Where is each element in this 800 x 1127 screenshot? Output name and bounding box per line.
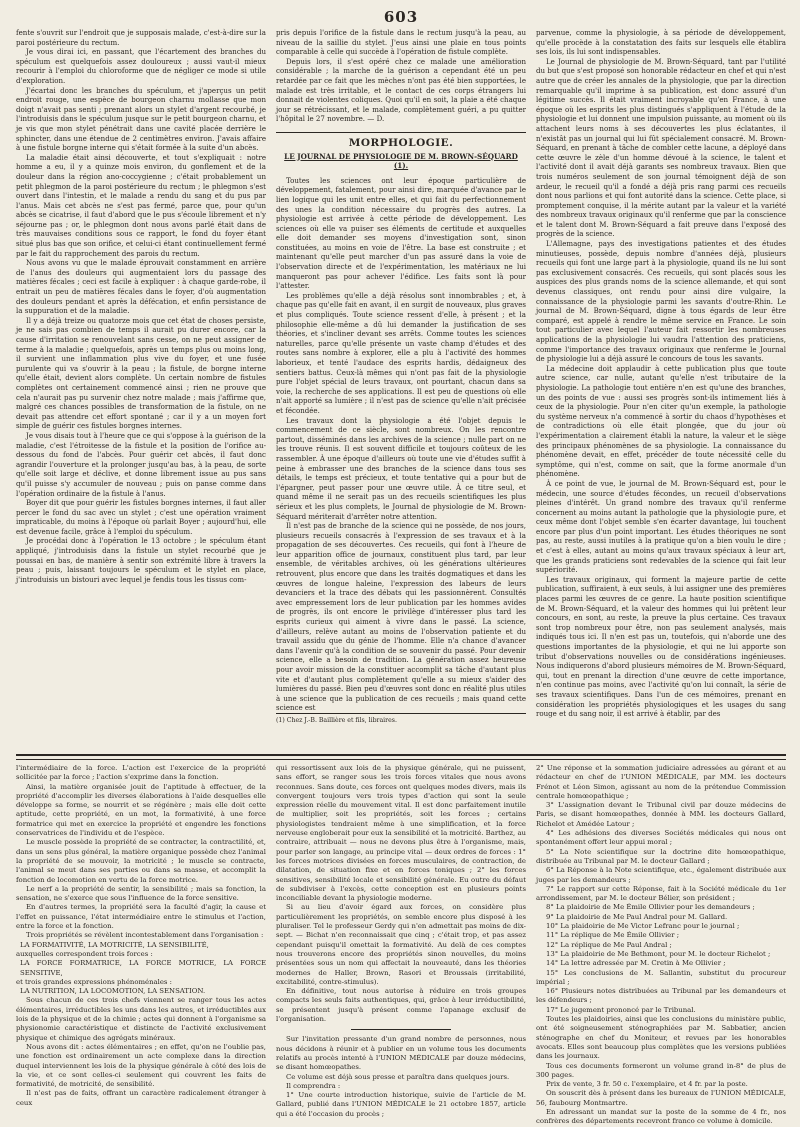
page-number: 603 xyxy=(383,8,419,26)
article-title: LE JOURNAL DE PHYSIOLOGIE DE M. BROWN-SÉQUARD (1). xyxy=(284,151,518,171)
paragraph: Je vous dirai ici, en passant, que l'écartement des branches du spéculum est quelquefois assez douloureux ; aussi vaut-il mieux recourir à l'emploi du chloroforme que de négliger ce mode si utile d'exploration. xyxy=(16,47,266,85)
section-divider-thin xyxy=(16,759,786,760)
paragraph: À ce point de vue, le journal de M. Brown-Séquard est, pour le médecin, une source d'études fécondes, un recueil d'observations pleines d'intérêt. Un grand nombre des travaux qu'il renferme concernent au moins autant la pathologie que la physiologie pure, et ceux même dont l'objet semble s'en écarter davantage, lui touchent encore par plus d'un point important. Les études théoriques ne sont pas, au reste, aussi inutiles à la pratique qu'on a bien voulu le dire ; et c'est à elles, autant au moins qu'aux travaux spéciaux à leur art, que les grands praticiens sont redevables de la science qui fait leur supériorité. xyxy=(536,478,786,575)
footnote: (1) Chez J.-B. Baillière et fils, libraires. xyxy=(276,713,526,726)
paragraph: Sous chacun de ces trois chefs viennent se ranger tous les actes élémentaires, irréductibles les uns dans les autres, et irréductibles aux lois de la physique et de la chimie ; actes qui donnent à l'organisme sa physionomie caractéristique et distincte de l'activité exclusivement physique et chimique des agrégats minéraux. xyxy=(16,996,266,1042)
paragraph: Il comprendra : xyxy=(286,1081,341,1090)
paragraph: La médecine doit applaudir à cette publication plus que toute autre science, car nulle, autant qu'elle n'est tributaire de la physiologie. La pathologie tout entière n'en est qu'une des branches, un des points de vue : aussi ses progrès sont-ils intimement liés à ceux de la physiologie. Pour n'en citer qu'un exemple, la pathologie du système nerveux n'a commencé à sortir du chaos d'hypothèses et de contradictions où elle était plongée, que du jour où l'expérimentation a clairement établi la nature, la valeur et le siège des principaux phénomènes de sa physiologie. La connaissance du phénomène devait, en effet, précéder de toute nécessité celle du symptôme, qui n'est, comme on sait, que la forme anormale d'un phénomène. xyxy=(536,363,786,479)
divider xyxy=(351,1029,451,1030)
list-item: 11° La réplique de Me Émile Ollivier ; xyxy=(546,931,680,940)
section-title: MORPHOLOGIE. xyxy=(276,132,526,149)
lower-section xyxy=(16,764,786,1126)
list-item: 3° L'assignation devant le Tribunal civil par douze médecins de Paris, se disant homœopathes, donnée à MM. les docteurs Gallard, Richelot et Amédée Latour ; xyxy=(536,801,786,828)
paragraph: J'écartai donc les branches du spéculum, et j'aperçus un petit endroit rouge, une espèce de bourgeon charnu mollasse que mon doigt n'avait pas senti ; prenant alors un stylet d'argent recourbé, je l'introduisis dans le spéculum jusque sur le petit bourgeon charnu, et je vis que mon stylet pénétrait dans une cavité placée derrière le sphincter, dans une étendue de 2 centimètres environ. J'avais affaire à une fistule borgne interne qui s'était formée à la suite d'un abcès. xyxy=(16,85,266,153)
paragraph: Ce volume est déjà sous presse et paraîtra dans quelques jours. xyxy=(286,1072,510,1081)
paragraph: Nous avons dit : actes élémentaires ; en effet, qu'on ne l'oublie pas, une fonction est ordinairement un acte complexe dans la direction duquel interviennent les lois de la physique générale à côté des lois de la vie, et ce sont celles-ci seulement qui couvrent les faits de formativité, de motricité, de sensibilité. xyxy=(16,1042,266,1089)
list-line: LA FORMATIVITÉ, LA MOTRICITÉ, LA SENSIBILITÉ, xyxy=(20,940,209,949)
paragraph: Les travaux originaux, qui forment la majeure partie de cette publication, suffiraient, à eux seuls, à lui assigner une des premières places parmi les œuvres de ce genre. La haute position scientifique de M. Brown-Séquard, et la valeur des hommes qui lui prêtent leur concours, en sont, au reste, la preuve la plus certaine. Ces travaux sont trop nombreux pour être, non pas seulement analysés, mais indiqués tous ici. Il n'en est pas un, toutefois, qui n'aborde une des questions importantes de la physiologie, et qui ne lui apporte son tribut d'observations nouvelles ou de considérations ingénieuses. Nous indiquerons d'abord plusieurs mémoires de M. Brown-Séquard, qui, tout en prenant la direction d'une œuvre de cette importance, n'en continue pas moins, avec l'activité qu'on lui connaît, la série de ses travaux scientifiques. Dans l'un de ces mémoires, prenant en considération les propriétés physiologiques et les usages du sang rouge et du sang noir, il est arrivé à établir, par des xyxy=(536,574,786,719)
paragraph: 1° Une courte introduction historique, suivie de l'article de M. Gallard, publié dans l'UNION MÉDICALE le 21 octobre 1857, article qui a été l'occasion du procès ; xyxy=(276,1091,526,1118)
paragraph: Si au lieu d'avoir égard aux forces, on considère plus particulièrement les propriétés, on semble encore plus disposé à les pluraliser. Tel le professeur Gerdy qui n'en admettait pas moins de dix-sept. — Bichat n'en reconnaissait que cinq ; c'était trop, et pas assez cependant puisqu'il omettait la formativité. Au delà de ces comptes nous trouverons encore des propriétés sinon nouvelles, du moins présentées sous un nom qui affectait la nouveauté, dans les théories modernes de Haller, Brown, Rasori et Broussais (irritabilité, excitabilité, contre-stimulus). xyxy=(276,903,526,986)
paragraph: Le nerf a la propriété de sentir, la sensibilité ; mais sa fonction, la sensation, ne s'exerce que sous l'influence de la force sensitive. xyxy=(16,884,266,903)
paragraph: et trois grandes expressions phénoménales : xyxy=(16,977,172,986)
paragraph: Il y a déjà treize ou quatorze mois que cet état de choses persiste, je ne sais pas combien de temps il aurait pu durer encore, car la cause d'irritation se renouvelant sans cesse, on ne peut assigner de terme à la maladie ; quelquefois, après un temps plus ou moins long, il survient une inflammation plus vive du foyer, et une fusée purulente qui va s'ouvrir à la peau ; la fistule, de borgne interne qu'elle était, devient alors complète. Un certain nombre de fistules complètes ont certainement commencé ainsi ; rien ne prouve que cela n'aurait pas pu survenir chez notre malade ; mais j'affirme que, malgré ces chances possibles de transformation de la fistule, on ne devait pas attendre cet effort spontané ; car il y a un moyen fort simple de guérir ces fistules borgnes internes. xyxy=(16,315,266,431)
paragraph: Trois propriétés se révèlent incontestablement dans l'organisation : xyxy=(26,931,264,940)
paragraph: On souscrit dès à présent dans les bureaux de l'UNION MÉDICALE, 56, faubourg Montmartre. xyxy=(536,1089,786,1107)
paragraph: Le Journal de physiologie de M. Brown-Séquard, tant par l'utilité du but que s'est proposé son honorable rédacteur en chef et qui n'est autre que de créer les annales de la physiologie, que par la direction remarquable qu'il imprime à sa publication, est donc assuré d'un légitime succès. Il était vraiment incroyable qu'en France, à une époque où les esprits les plus distingués s'appliquent à l'étude de la physiologie et lui donnent une impulsion puissante, au moment où ils attachent leurs noms à ses découvertes les plus éclatantes, il n'existât pas un journal qui lui fût spécialement consacré. M. Brown-Séquard, en prenant à tâche de combler cette lacune, a déployé dans cette œuvre le zèle d'un homme dévoué à la science, le talent et l'activité dont il avait déjà garants ses nombreux travaux. Bien que trois numéros seulement de son journal témoignent déjà de son ardeur, le recueil qu'il a fondé a déjà pris rang parmi ces recueils dont nous parlions et qui font autorité dans la science. Cette place, si promptement conquise, il la mérite autant par la valeur et la variété des nombreux travaux originaux qu'il renferme que par la conscience et le talent dont M. Brown-Séquard a fait preuve dans l'exposé des progrès de la science. xyxy=(536,56,786,239)
paragraph: L'Allemagne, pays des investigations patientes et des études minutieuses, possède, depuis nombre d'années déjà, plusieurs recueils qui font une large part à la physiologie, quand ils ne lui sont pas exclusivement consacrés. Ces recueils, qui sont placés sous les auspices des plus grands noms de la science allemande, et qui sont devenus classiques, ont rendu pour ainsi dire vulgaire, la connaissance de la physiologie parmi les savants d'outre-Rhin. Le journal de M. Brown-Séquard, digne à tous égards de leur être comparé, est appelé à rendre le même service en France. Le soin tout particulier avec lequel l'auteur fait ressortir les nombreuses applications de la physiologie lui vaudra l'attention des praticiens, comme l'importance des travaux originaux que renferme le Journal de physiologie lui a déjà assuré le concours de tous les savants. xyxy=(536,239,786,364)
list-item: 10° La plaidoirie de Me Victor Lefranc pour le journal ; xyxy=(546,922,740,931)
list-item: 14° La lettre adressée par M. Cretin à Me Ollivier ; xyxy=(546,959,726,968)
paragraph: Ainsi, la matière organisée jouit de l'aptitude à effectuer, de la propriété d'accomplir les diverses élaborations à l'aide desquelles elle développe sa forme, se nourrit et se régénère ; mais elle doit cette aptitude, cette propriété, en un mot, la formativité, à une force formatrice qui met en exercice la propriété et engendre les fonctions conservatrices de l'individu et de l'espèce. xyxy=(16,782,266,838)
paragraph: Tous ces documents formeront un volume grand in-8° de plus de 300 pages. xyxy=(536,1061,786,1079)
list-item: 16° Plusieurs notes distribuées au Tribunal par les demandeurs et les défendeurs ; xyxy=(536,987,786,1005)
list-item: 13° La plaidoirie de Me Bethmont, pour M. le docteur Richelot ; xyxy=(546,949,771,958)
list-item: 17° Le jugement prononcé par le Tribunal. xyxy=(546,1005,696,1014)
paragraph: Je procédai donc à l'opération le 13 octobre ; le spéculum étant appliqué, j'introduisis dans la fistule un stylet recourbé que je poussai en bas, de manière à sentir son extrémité libre à travers la peau ; puis, laissant toujours le spéculum et le stylet en place, j'introduisis un bistouri avec lequel je fendis tous les tissus com- xyxy=(16,536,266,584)
paragraph: Il n'est pas de branche de la science qui ne possède, de nos jours, plusieurs recueils consacrés à l'expression de ses travaux et à la propagation de ses découvertes. Ces recueils, qui font à l'heure de leur apparition office de journaux, constituent plus tard, par leur ensemble, de véritables archives, où les générations ultérieures retrouvent, plus encore que dans les traités dogmatiques et dans les œuvres de longue haleine, l'expression des labeurs de leurs devanciers et la trace des débats qui les passionnèrent. Consultés avec empressement lors de leur publication par les hommes avides de progrès, ils ont encore le privilège d'intéresser plus tard les esprits curieux qui aiment à vivre dans le passé. La science, d'ailleurs, relève autant au moins de l'observation patiente et du travail assidu que du génie de l'homme. Elle n'a chance d'avancer dans l'avenir qu'à la condition de se souvenir du passé. Pour devenir science, elle a besoin de tradition. La génération assez heureuse pour avoir mission de la constituer accomplit sa tâche d'autant plus vite et d'autant plus complètement qu'elle a su mieux s'aider des lumières du passé. Bien peu d'œuvres sont donc en réalité plus utiles à une science que la publication de ces recueils ; mais quand cette science est xyxy=(276,521,526,713)
upper-column-3 xyxy=(536,28,786,750)
paragraph: Le muscle possède la propriété de se contracter, la contractilité, et, dans un sens plus général, la matière organique possède chez l'animal la propriété de se mouvoir, la motricité ; le muscle se contracte, l'animal se meut dans ses parties ou dans sa masse, et accomplit la fonction de locomotion en vertu de la force motrice. xyxy=(16,838,266,884)
paragraph: Toutes les sciences ont leur époque particulière de développement, fatalement, pour ainsi dire, marquée d'avance par le lien logique qui les unit entre elles, et qui fait du perfectionnement des unes la condition nécessaire du progrès des autres. La physiologie est arrivée à cette période de développement. Les sciences où elle va puiser ses éléments de certitude et auxquelles elle doit demander ses moyens d'investigation sont, sinon constituées, au moins en voie de l'être. La base est construite ; et maintenant qu'elle peut marcher d'un pas assuré dans la voie de l'observation directe et de l'expérimentation, les matériaux ne lui manqueront pas pour achever l'édifice. Les faits sont là pour l'attester. xyxy=(276,175,526,291)
list-item: 9° La plaidoirie de Me Paul Andral pour M. Gallard. xyxy=(546,912,728,921)
list-item: 4° Les adhésions des diverses Sociétés médicales qui nous ont spontanément offert leur appui moral ; xyxy=(536,829,786,847)
upper-column-1 xyxy=(16,28,266,750)
list-line: LA FORCE FORMATRICE, LA FORCE MOTRICE, LA FORCE SENSITIVE, xyxy=(20,959,266,977)
paragraph: Les travaux dont la physiologie a été l'objet depuis le commencement de ce siècle, sont nombreux. On les rencontre partout, disséminés dans les archives de la science ; nulle part on ne les trouve réunis. Il est souvent difficile et toujours coûteux de les rassembler. À une époque d'ailleurs où toute une vie d'études suffit à peine à embrasser une des branches de la science dans tous ses détails, le temps est précieux, et toute tentative qui a pour but de l'épargner, peut passer pour une œuvre utile. À ce titre seul, et quand même il ne serait pas un des recueils scientifiques les plus sérieux et les plus complets, le Journal de physiologie de M. Brown-Séquard mériterait d'arrêter notre attention. xyxy=(276,415,526,521)
paragraph: pris depuis l'orifice de la fistule dans le rectum jusqu'à la peau, au niveau de la saillie du stylet. J'eus ainsi une plaie en tous points comparable à celle qui succède à l'opération de fistule complète. xyxy=(276,28,526,57)
paragraph: l'intermédiaire de la force. L'action est l'exercice de la propriété sollicitée par la force ; l'action s'exprime dans la fonction. xyxy=(16,764,266,782)
paragraph: parvenue, comme la physiologie, à sa période de développement, qu'elle procède à la constatation des faits sur lesquels elle établira ses lois, ils lui sont indispensables. xyxy=(536,28,786,57)
paragraph: auxquelles correspondent trois forces : xyxy=(16,949,153,958)
paragraph: Je vous disais tout à l'heure que ce qui s'oppose à la guérison de la maladie, c'est l'étroitesse de la fistule et la position de l'orifice au-dessous du fond de l'abcès. Pour guérir cet abcès, il faut donc agrandir l'ouverture et la prolonger jusqu'au bas, à la peau, de sorte qu'elle soit large et déclive, et donne librement issue au pus sans qu'il puisse s'y accumuler de nouveau ; puis on panse comme dans l'opération ordinaire de la fistule à l'anus. xyxy=(16,430,266,498)
paragraph: Boyer dit que pour guérir les fistules borgnes internes, il faut aller percer le fond du sac avec un stylet ; c'est une opération vraiment impraticable, du moins à l'époque où parlait Boyer ; aujourd'hui, elle est devenue facile, grâce à l'emploi du spéculum. xyxy=(16,498,266,536)
lower-column-1 xyxy=(16,764,266,1114)
list-line: LA NUTRITION, LA LOCOMOTION, LA SENSATION. xyxy=(20,987,206,996)
paragraph: En d'autres termes, la propriété sera la faculté d'agir, la cause et l'effet en puissance, l'état intermédiaire entre le stimulus et l'action, entre la force et la fonction. xyxy=(16,903,266,931)
paragraph: La maladie était ainsi découverte, et tout s'expliquait : notre homme a eu, il y a quinze mois environ, du gonflement et de la douleur dans la région ano-coccygienne ; c'était probablement un petit phlegmon de la paroi postérieure du rectum ; le phlegmon s'est ouvert dans l'intestin, et le malade a rendu du sang et du pus par l'anus. Mais cet abcès ne s'est pas fermé, parce que, pour qu'un abcès se cicatrise, il faut d'abord que le pus s'écoule librement et n'y séjourne pas ; or, le phlegmon dont nous avons parlé était dans de très mauvaises conditions sous ce rapport, le fond du foyer étant situé plus bas que son orifice, et celui-ci étant continuellement fermé par le fait du rapprochement des parois du rectum. xyxy=(16,152,266,258)
paragraph: qui ressortissent aux lois de la physique générale, qui ne puissent, sans effort, se ranger sous les trois forces vitales que nous avons reconnues. Sans doute, ces forces ont quelques modes divers, mais ils convergent toujours vers trois types d'action qui sont la seule expression réelle du mouvement vital. Il est donc parfaitement inutile de multiplier, soit les propriétés, soit les forces ; certains physiologistes tendraient même à une simplification, et la force nerveuse engloberait pour eux la sensibilité et la motricité. Barthez, au contraire, attribuait — nous ne devons plus être à l'organisme, mais, pour parler son langage, au principe vital — deux ordres de forces : 1° les forces motrices divisées en forces musculaires, de contraction, de dilatation, de situation fixe et en forces toniques ; 2° les forces sensitives, sensibilité locale et sensibilité générale. Eu outre du défaut de subdiviser à l'excès, cette conception est en plusieurs points inconciliable devant la physiologie moderne. xyxy=(276,764,526,903)
paragraph: Sur l'invitation pressante d'un grand nombre de personnes, nous nous décidons à réunir et à publier en un volume tous les documents relatifs au procès intenté à l'UNION MÉDICALE par douze médecins, se disant homœopathes. xyxy=(276,1035,526,1072)
list-item: 7° Le rapport sur cette Réponse, fait à la Société médicale du 1er arrondissement, par M. le docteur Bélier, son président ; xyxy=(536,884,786,903)
section-divider xyxy=(16,754,786,756)
list-item: 5° La Note scientifique sur la doctrine dite homœopathique, distribuée au Tribunal par M. le docteur Gallard ; xyxy=(536,847,786,865)
list-item: 12° La réplique de Me Paul Andral ; xyxy=(546,940,672,949)
paragraph: En adressant un mandat sur la poste de la somme de 4 fr., nos confrères des départements recevront franco ce volume à domicile. xyxy=(536,1107,786,1126)
paragraph: Nous avons vu que le malade éprouvait constamment en arrière de l'anus des douleurs qui augmentaient lors du passage des matières fécales ; ceci est facile à expliquer : à chaque garde-robe, il entrait un peu de matières fécales dans le foyer, d'où augmentation des douleurs pendant et après la défécation, et enfin persistance de la suppuration et de la maladie. xyxy=(16,258,266,316)
paragraph: Toutes les plaidoiries, ainsi que les conclusions du ministère public, ont été soigneusement sténographiées par M. Sabbatier, ancien sténographe en chef du Moniteur, et revues par les honorables avocats. Elles sont beaucoup plus complètes que les versions publiées dans les journaux. xyxy=(536,1015,786,1061)
lower-column-3 xyxy=(536,764,786,1126)
lower-column-2 xyxy=(276,764,526,1118)
paragraph: En définitive, tout nous autorise à réduire en trois groupes compacts les seuls faits authentiques, qui, grâce à leur irréductibilité, se présentent jusqu'à présent comme l'apanage exclusif de l'organisation. xyxy=(276,987,526,1024)
paragraph: Depuis lors, il s'est opéré chez ce malade une amélioration considérable ; la marche de la guérison a cependant été un peu retardée par ce fait que les mèches n'ont pas été bien supportées, le malade est très irritable, et le contact de ces corps étrangers lui donnait de violentes coliques. Quoi qu'il en soit, la plaie a été chaque jour se rétrécissant, et le malade, complètement guéri, a pu quitter l'hôpital le 27 novembre. — D. xyxy=(276,56,526,124)
paragraph: Prix de vente, 3 fr. 50 c. l'exemplaire, et 4 fr. par la poste. xyxy=(546,1080,748,1089)
list-item: 8° La plaidoirie de Me Émile Ollivier pour les demandeurs ; xyxy=(546,903,755,912)
paragraph: Il n'est pas de faits, offrant un caractère radicalement étranger à ceux xyxy=(16,1089,266,1107)
paragraph: Les problèmes qu'elle a déjà résolus sont innombrables ; et, à chaque pas qu'elle fait en avant, il en surgit de nouveaux, plus graves et plus compliqués. Toute science ressent d'elle, à présent ; et la philosophie elle-même a dû lui demander la justification de ses théories, et s'incliner devant ses arrêts. Comme toutes les sciences naturelles, parce qu'elle présente un vaste champ d'études et des routes sans nombre à explorer, elle a plu à l'activité des hommes laborieux, et tenté l'audace des esprits hardis, dédaigneux des sentiers battus. Ceux-là mêmes qui n'ont pas fait de la physiologie pure l'objet spécial de leurs travaux, ont pourtant, chacun dans sa voie, la recherche de ses applications. Il est peu de questions où elle n'ait apporté sa lumière ; il n'est pas de science qu'elle n'ait précisée et fécondée. xyxy=(276,290,526,415)
paragraph: fente s'ouvrit sur l'endroit que je supposais malade, c'est-à-dire sur la paroi postérieure du rectum. xyxy=(16,28,266,47)
list-item: 2° Une réponse et la sommation judiciaire adressées au gérant et au rédacteur en chef de l'UNION MÉDICALE, par MM. les docteurs Frénot et Léon Simon, agissant au nom de la prétendue Commission centrale homœopathique ; xyxy=(536,764,786,800)
upper-section xyxy=(16,28,786,750)
list-item: 15° Les conclusions de M. Sallantin, substitut du procureur impérial ; xyxy=(536,968,786,986)
list-item: 6° La Réponse à la Note scientifique, etc., également distribuée aux juges par les demandeurs ; xyxy=(536,866,786,884)
upper-column-2 xyxy=(276,28,526,750)
